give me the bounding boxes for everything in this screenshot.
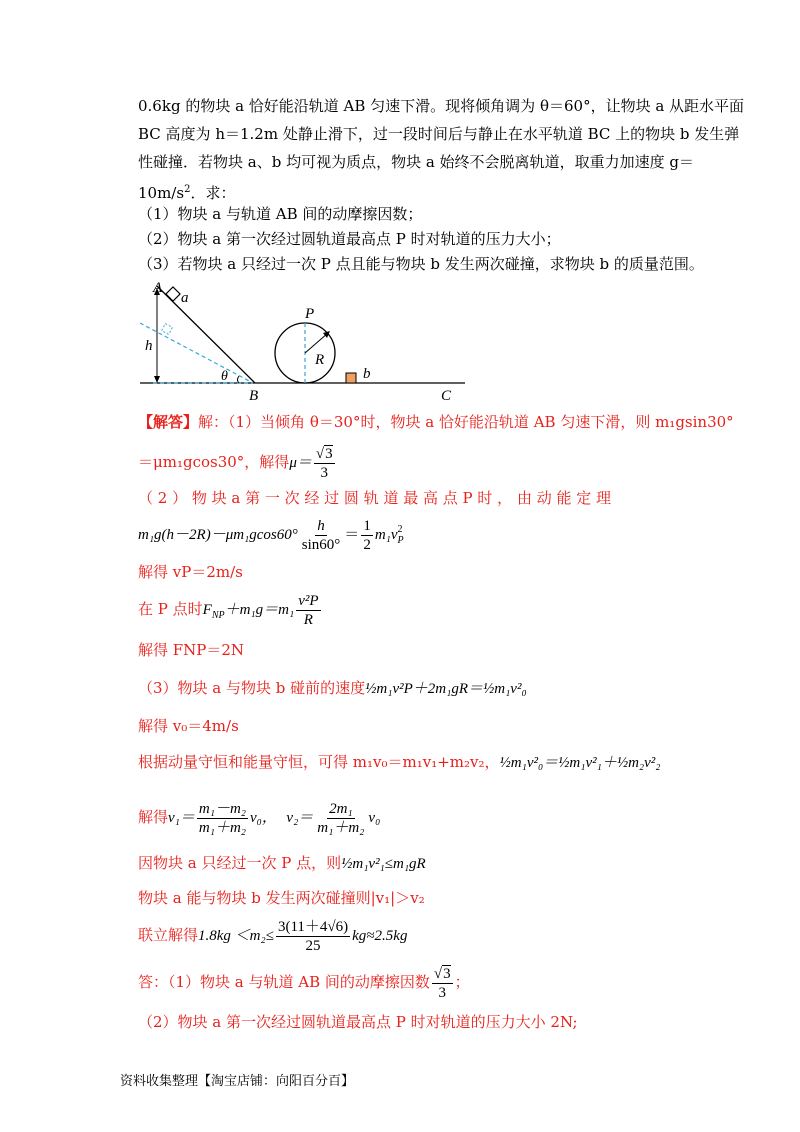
v1-den: m₁＋m₂ [198, 819, 246, 836]
energy-right: m₁v [374, 527, 398, 543]
v2-eq: v₂＝ [286, 810, 314, 826]
mu-eq: μ＝ [289, 455, 312, 471]
dashed-block [162, 324, 173, 335]
answer-1 [138, 962, 470, 1002]
range-pre: 联立解得 [138, 926, 199, 944]
mu-fraction: $\frac{√3}{3}$ [315, 445, 333, 481]
solution-line-2 [138, 442, 337, 483]
answer-2: （2）物块 a 第一次经过圆轨道最高点 P 时对轨道的压力大小 2N; [138, 1013, 578, 1031]
solution-line-1 [138, 412, 734, 432]
label-B: B [249, 388, 259, 403]
angle-arc [238, 376, 240, 383]
energy-half [361, 517, 373, 554]
energy-frac-den: sin60° [301, 536, 341, 553]
solution-line-10 [138, 742, 661, 783]
answer-1-frac: $\frac{√3}{3}$ [433, 965, 451, 1001]
pre-collision-pre: （3）物块 a 与物块 b 碰前的速度 [138, 679, 366, 697]
physics-diagram [135, 278, 475, 403]
v1-num: m₁－m₂ [198, 800, 246, 817]
once-p-eq: ½m₁v²₁≤m₁gR [341, 856, 426, 872]
conservation-pre: 根据动量守恒和能量守恒，可得 m₁v₀＝m₁v₁+m₂v₂， [138, 753, 500, 771]
conservation-eq: ½m₁v²₀＝½m₁v²₁＋½m₂v²₂ [499, 755, 661, 771]
question-1: （1）物块 a 与轨道 AB 间的动摩擦因数； [138, 205, 423, 223]
energy-frac [300, 517, 343, 554]
footer-text: 资料收集整理【淘宝店铺：向阳百分百】 [120, 1074, 355, 1089]
block-a [166, 287, 180, 301]
label-C: C [441, 388, 452, 403]
solution-line-14 [138, 912, 407, 959]
problem-line-4-sup: 2 [184, 184, 191, 195]
solution-line-5: 解得 vP＝2m/s [138, 563, 243, 581]
v2-tail: v₀ [368, 810, 381, 826]
problem-line-4-post: ．求： [190, 184, 236, 202]
v1-eq: v₁＝ [168, 810, 195, 826]
question-3: （3）若物块 a 只经过一次 P 点且能与物块 b 发生两次碰撞，求物块 b 的质量范围。 [138, 255, 704, 273]
pre-collision-eq: ½m₁v²P＋2m₁gR＝½m₁v²₀ [365, 681, 527, 697]
problem-line-4 [138, 180, 235, 203]
p-point-mid: ＋m₁g＝m₁ [224, 602, 295, 618]
p-point-frac-num: v²P [298, 592, 319, 609]
solution-text-1: 解：（1）当倾角 θ＝30°时，物块 a 恰好能沿轨道 AB 匀速下滑，则 m₁gsin30° [198, 413, 734, 431]
solution-tag: 【解答】 [138, 413, 199, 431]
solution-line-7: 解得 FNP＝2N [138, 641, 245, 659]
velocities-pre: 解得 [138, 808, 169, 826]
range-left: 1.8kg ＜m₂≤ [198, 928, 274, 944]
range-num: 3(11＋4√6) [277, 918, 349, 935]
energy-right-sup: 2 [397, 524, 403, 535]
label-theta: θ [221, 369, 228, 384]
solution-line-13: 物块 a 能与物块 b 发生两次碰撞则|v₁|＞v₂ [138, 889, 425, 907]
p-point-frac [296, 592, 320, 629]
v2-den: m₁＋m₂ [317, 819, 365, 836]
label-a: a [181, 290, 189, 306]
energy-eq: ＝ [344, 527, 360, 543]
solution-line-8 [138, 668, 527, 709]
radius-line [305, 333, 328, 353]
energy-half-den: 2 [363, 536, 371, 553]
v2-num: 2m₁ [329, 800, 353, 817]
p-point-f-sub: NP [211, 610, 225, 621]
label-h: h [145, 338, 153, 354]
problem-line-1: 0.6kg 的物块 a 恰好能沿轨道 AB 匀速下滑。现将倾角调为 θ＝60°，让物块 a 从距水平面 [138, 97, 745, 115]
problem-line-2: BC 高度为 h＝1.2m 处静止滑下，过一段时间后与静止在水平轨道 BC 上的物块 b 发生弹 [138, 125, 740, 143]
solution-line-12 [138, 846, 426, 881]
energy-half-num: 1 [363, 517, 371, 534]
label-P: P [305, 306, 315, 322]
p-point-f: F [202, 602, 212, 618]
answer-1-pre: 答：（1）物块 a 与轨道 AB 间的动摩擦因数 [138, 973, 430, 991]
solution-line-3: （ 2 ） 物 块 a 第 一 次 经 过 圆 轨 道 最 高 点 P 时 ， 由 动 能 定 理 [138, 489, 612, 507]
solution-line-4 [138, 512, 404, 557]
label-A: A [153, 280, 163, 296]
energy-frac-num: h [317, 517, 325, 534]
answer-1-tail: ； [454, 973, 470, 991]
question-2: （2）物块 a 第一次经过圆轨道最高点 P 时对轨道的压力大小； [138, 230, 561, 248]
v1-tail: v₀， [250, 810, 277, 826]
p-point-pre: 在 P 点时 [138, 600, 203, 618]
label-R: R [315, 352, 325, 368]
solution-line-11 [138, 794, 380, 841]
range-den: 25 [305, 937, 321, 954]
energy-right-sub: P [397, 535, 404, 546]
v2-frac [315, 800, 366, 837]
answer-1-num: 3 [443, 965, 451, 982]
mu-den: 3 [320, 464, 328, 481]
once-p-pre: 因物块 a 只经过一次 P 点，则 [138, 854, 342, 872]
range-frac [276, 918, 350, 955]
solution-line-6 [138, 586, 323, 639]
p-point-frac-den: R [303, 611, 313, 628]
problem-line-3: 性碰撞．若物块 a、b 均可视为质点，物块 a 始终不会脱离轨道，取重力加速度 g＝ [138, 153, 694, 171]
energy-left: m₁g(h－2R)－μm₁gcos60° [138, 527, 298, 543]
v1-frac [197, 800, 248, 837]
block-b [346, 373, 356, 383]
label-b: b [363, 366, 371, 382]
range-right: kg≈2.5kg [352, 928, 408, 944]
problem-line-4-pre: 10m/s [138, 184, 185, 202]
mu-num: 3 [325, 445, 333, 462]
answer-1-den: 3 [438, 984, 447, 1001]
solution-line-9: 解得 v₀＝4m/s [138, 717, 239, 735]
solution-text-2: ＝μm₁gcos30°，解得 [138, 453, 290, 471]
